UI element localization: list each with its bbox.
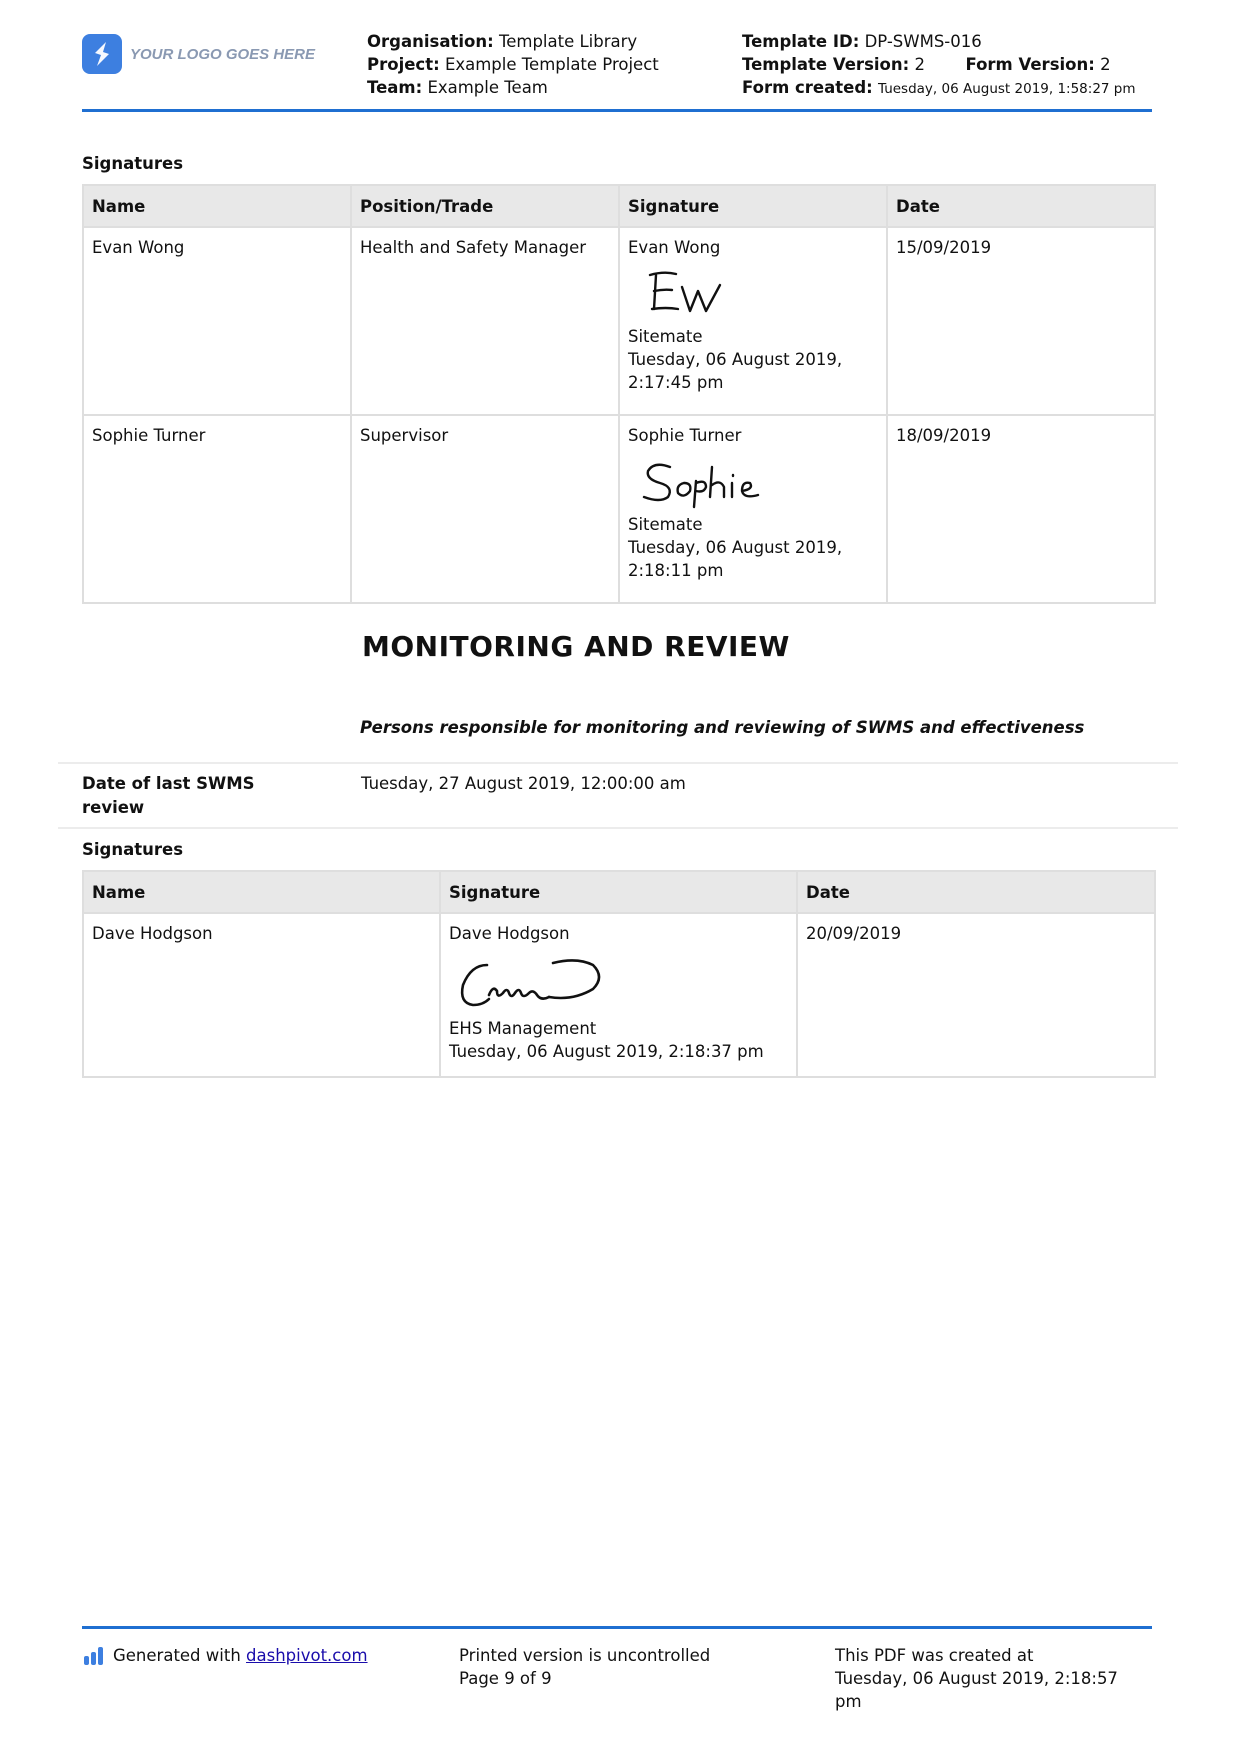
divider	[58, 827, 1178, 829]
signatures-table	[82, 184, 1156, 604]
project-label: Project:	[367, 55, 440, 74]
footer-generated	[84, 1644, 368, 1667]
signer-organisation: Sitemate	[628, 327, 703, 346]
header-divider	[82, 109, 1152, 112]
signer-name: Sophie Turner	[628, 426, 742, 445]
team-label: Team:	[367, 78, 423, 97]
signer-name: Dave Hodgson	[449, 924, 570, 943]
divider	[58, 762, 1178, 764]
project-value: Example Template Project	[444, 55, 659, 74]
footer-divider	[82, 1626, 1152, 1629]
signed-time-continued: 2:18:11 pm	[628, 561, 724, 580]
pdf-created-line3: pm	[835, 1692, 862, 1711]
footer-control	[459, 1644, 710, 1690]
cell-name: Evan Wong	[83, 227, 351, 415]
form-created-value: Tuesday, 06 August 2019, 1:58:27 pm	[878, 81, 1136, 97]
signer-organisation: EHS Management	[449, 1019, 597, 1038]
table-row	[83, 227, 1155, 415]
template-version-label: Template Version:	[742, 55, 910, 74]
cell-date: 15/09/2019	[887, 227, 1155, 415]
column-header-position: Position/Trade	[351, 185, 619, 227]
signature-image-sophie	[636, 453, 786, 509]
footer-created	[835, 1644, 1135, 1713]
form-version-label: Form Version:	[965, 55, 1095, 74]
pdf-created-line1: This PDF was created at	[835, 1646, 1034, 1665]
uncontrolled-notice: Printed version is uncontrolled	[459, 1646, 711, 1665]
cell-date: 18/09/2019	[887, 415, 1155, 603]
column-header-name: Name	[83, 185, 351, 227]
column-header-date: Date	[797, 871, 1155, 913]
pdf-created-line2: Tuesday, 06 August 2019, 2:18:57	[835, 1669, 1118, 1688]
cell-signature	[619, 415, 887, 603]
section-title: MONITORING AND REVIEW	[362, 630, 790, 663]
table-header-row	[83, 185, 1155, 227]
logo-mark-icon	[82, 34, 122, 74]
template-id-label: Template ID:	[742, 32, 860, 51]
signer-name: Evan Wong	[628, 238, 721, 257]
last-review-value: Tuesday, 27 August 2019, 12:00:00 am	[361, 774, 686, 793]
team-value: Example Team	[427, 78, 548, 97]
dashpivot-logo-icon	[84, 1647, 105, 1665]
generated-prefix: Generated with	[113, 1646, 247, 1665]
header-template-column	[742, 30, 1136, 101]
table-header-row	[83, 871, 1155, 913]
last-review-label	[82, 772, 302, 820]
logo	[82, 34, 315, 74]
signatures-label: Signatures	[82, 154, 184, 173]
column-header-signature: Signature	[440, 871, 797, 913]
form-created-label: Form created:	[742, 78, 873, 97]
signed-time: Tuesday, 06 August 2019,	[628, 538, 843, 557]
last-review-label-line2: review	[82, 798, 145, 817]
review-signatures-table	[82, 870, 1156, 1078]
form-version-value: 2	[1100, 55, 1111, 74]
cell-date: 20/09/2019	[797, 913, 1155, 1077]
page-number: Page 9 of 9	[459, 1669, 552, 1688]
logo-text: YOUR LOGO GOES HERE	[130, 45, 316, 63]
organisation-label: Organisation:	[367, 32, 494, 51]
dashpivot-link[interactable]: dashpivot.com	[246, 1646, 368, 1665]
cell-name: Dave Hodgson	[83, 913, 440, 1077]
header-org-column	[367, 30, 659, 99]
signer-organisation: Sitemate	[628, 515, 703, 534]
cell-position: Health and Safety Manager	[351, 227, 619, 415]
table-row	[83, 415, 1155, 603]
cell-position: Supervisor	[351, 415, 619, 603]
table-row	[83, 913, 1155, 1077]
signature-image-evan	[636, 265, 746, 321]
signed-time: Tuesday, 06 August 2019, 2:18:37 pm	[449, 1042, 764, 1061]
signed-time: Tuesday, 06 August 2019,	[628, 350, 843, 369]
template-id-value: DP-SWMS-016	[864, 32, 982, 51]
last-review-label-line1: Date of last SWMS	[82, 774, 255, 793]
signatures-label: Signatures	[82, 840, 184, 859]
signed-time-continued: 2:17:45 pm	[628, 373, 724, 392]
column-header-date: Date	[887, 185, 1155, 227]
cell-name: Sophie Turner	[83, 415, 351, 603]
section-subtitle: Persons responsible for monitoring and reviewing of SWMS and effectiveness	[360, 718, 1085, 737]
signature-image-dave	[453, 951, 613, 1013]
column-header-signature: Signature	[619, 185, 887, 227]
cell-signature	[440, 913, 797, 1077]
template-version-value: 2	[914, 55, 925, 74]
cell-signature	[619, 227, 887, 415]
organisation-value: Template Library	[498, 32, 638, 51]
page-header	[82, 28, 1152, 108]
column-header-name: Name	[83, 871, 440, 913]
